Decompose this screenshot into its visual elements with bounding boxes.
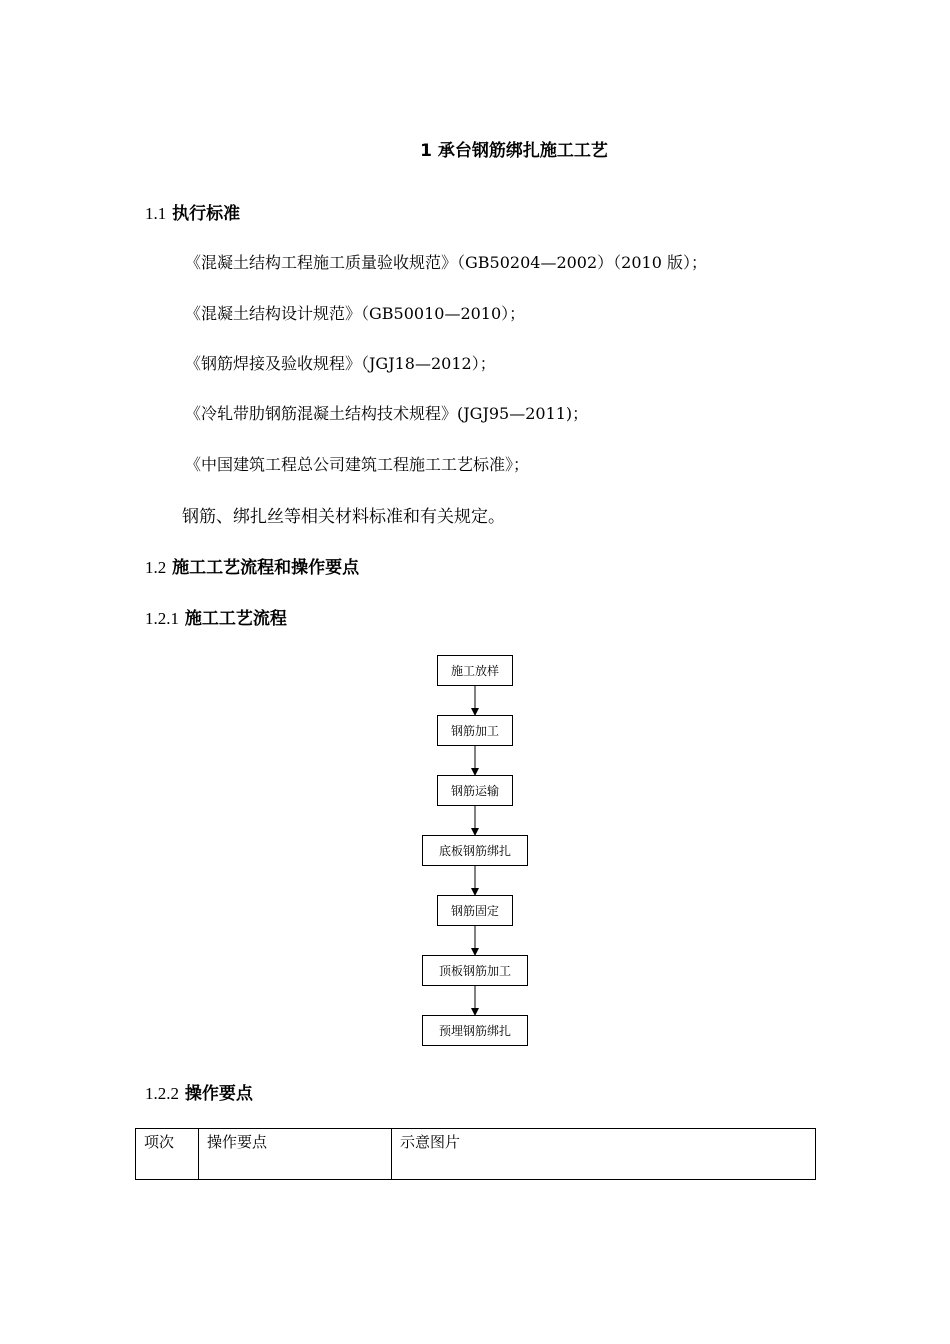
section-label: 施工工艺流程和操作要点 [172,558,360,578]
flow-step-embedded-rebar-binding: 预埋钢筋绑扎 [422,1015,528,1046]
standard-item: 《混凝土结构工程施工质量验收规范》（GB50204—2002）（2010 版）； [185,253,707,272]
section-number: 1.1 [145,204,167,223]
standard-item: 《冷轧带肋钢筋混凝土结构技术规程》(JGJ95—2011)； [185,404,589,423]
section-number: 1.2.2 [145,1084,179,1103]
table-header-cell: 操作要点 [199,1129,392,1180]
standard-item: 《钢筋焊接及验收规程》（JGJ18—2012）； [185,354,496,373]
section-number: 1.2 [145,558,167,577]
flow-step-bottom-slab-binding: 底板钢筋绑扎 [422,835,528,866]
flow-step-rebar-processing: 钢筋加工 [437,715,513,746]
section-label: 施工工艺流程 [184,609,287,629]
section-heading-1-2 [145,553,359,578]
operations-table [135,1128,816,1180]
section-heading-1-2-1 [145,604,287,629]
section-heading-1-1 [145,199,240,224]
standard-item: 《中国建筑工程总公司建筑工程施工工艺标准》； [185,455,530,474]
section-label: 操作要点 [184,1084,253,1104]
section-heading-1-2-2 [145,1079,253,1104]
table-header-cell: 项次 [136,1129,199,1180]
flow-step-rebar-transport: 钢筋运输 [437,775,513,806]
section-label: 执行标准 [172,204,241,224]
flow-step-top-slab-processing: 顶板钢筋加工 [422,955,528,986]
page-title: 1 承台钢筋绑扎施工工艺 [420,141,608,161]
standard-item: 《混凝土结构设计规范》（GB50010—2010）； [185,304,526,323]
flow-step-layout: 施工放样 [437,655,513,686]
section-number: 1.2.1 [145,609,179,628]
flow-step-rebar-fixing: 钢筋固定 [437,895,513,926]
table-row [136,1129,816,1180]
table-header-cell: 示意图片 [392,1129,816,1180]
standards-note: 钢筋、绑扎丝等相关材料标准和有关规定。 [182,507,505,527]
